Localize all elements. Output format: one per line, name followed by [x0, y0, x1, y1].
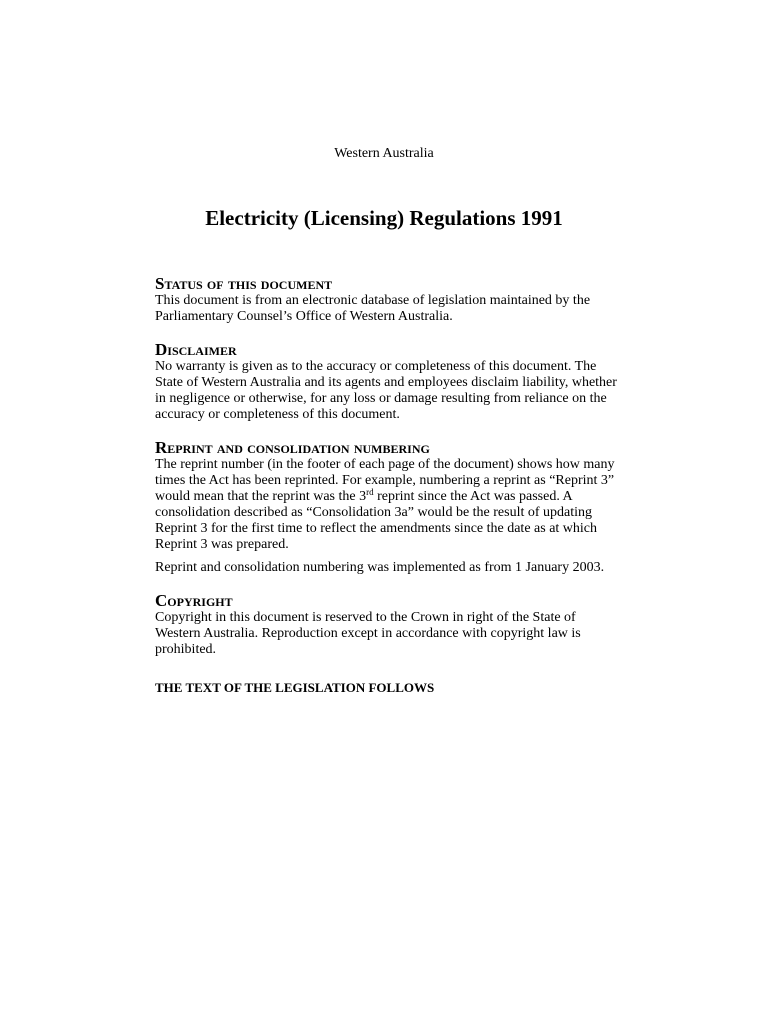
disclaimer-text: No warranty is given as to the accuracy or completeness of this document. The State of Western Australia and its agents and employees disclaim liability, whether in negligence or otherwise, for any loss or damage resulting from reliance on the accuracy or completeness of this document.	[155, 359, 617, 422]
disclaimer-section	[155, 340, 625, 423]
document-title: Electricity (Licensing) Regulations 1991	[205, 206, 563, 230]
legislation-follows-notice: THE TEXT OF THE LEGISLATION FOLLOWS	[155, 680, 435, 695]
jurisdiction-label: Western Australia	[334, 146, 434, 161]
copyright-heading: Copyright	[155, 591, 233, 610]
ordinal-suffix: rd	[366, 487, 374, 497]
reprint-heading: Reprint and consolidation numbering	[155, 438, 430, 457]
status-section	[155, 274, 625, 325]
document-body	[155, 274, 625, 696]
status-heading: Status of this document	[155, 274, 333, 293]
copyright-section	[155, 591, 625, 658]
reprint-section	[155, 438, 625, 576]
reprint-text-part-2: reprint since the Act was passed. A consolidation described as “Consolidation 3a” would be the result of updating Reprint 3 for the first time to reflect the amendments since the date as at which Reprint 3 was prepared.	[155, 489, 598, 552]
status-text: This document is from an electronic database of legislation maintained by the Parliamentary Counsel’s Office of Western Australia.	[155, 293, 591, 324]
reprint-text-part-1: The reprint number (in the footer of each page of the document) shows how many times the Act has been reprinted. For example, numbering a reprint as “Reprint 3” would mean that the reprint was the 3	[155, 457, 615, 504]
reprint-text	[155, 457, 625, 553]
disclaimer-heading: Disclaimer	[155, 340, 237, 359]
copyright-text: Copyright in this document is reserved to the Crown in right of the State of Western Australia. Reproduction except in accordance with copyright law is prohibited.	[155, 610, 581, 657]
reprint-implementation-text: Reprint and consolidation numbering was implemented as from 1 January 2003.	[155, 560, 605, 575]
